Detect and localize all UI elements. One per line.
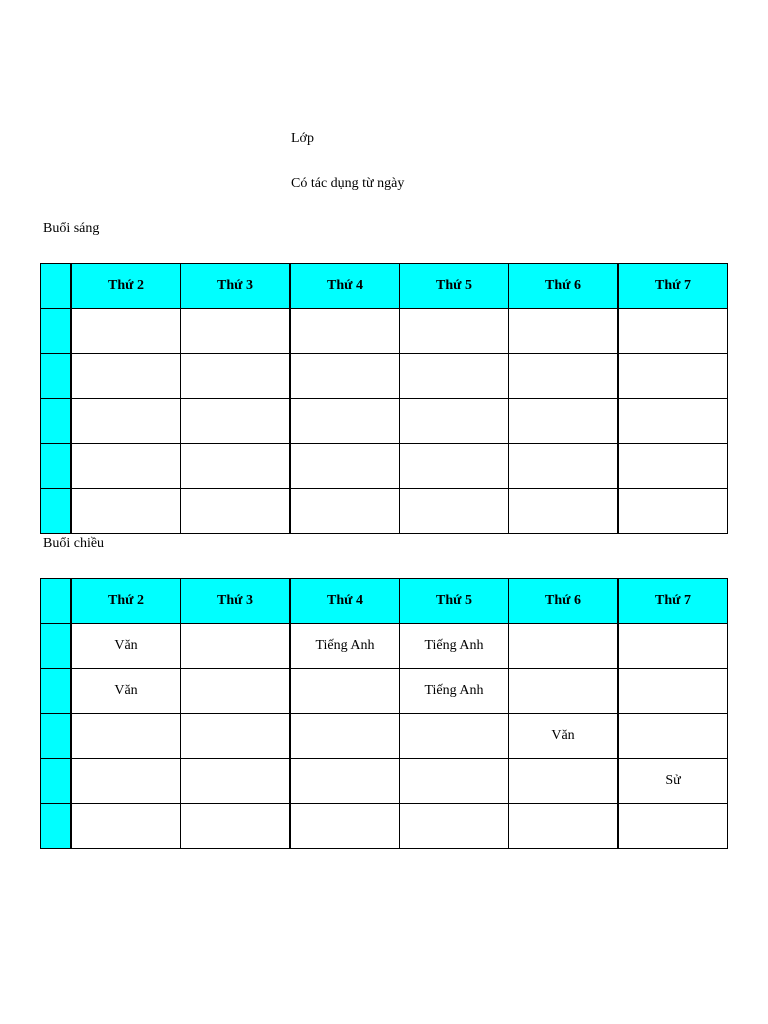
period-index-cell — [41, 489, 72, 534]
subject-cell — [509, 759, 619, 804]
period-index-cell — [41, 309, 72, 354]
subject-cell — [181, 399, 291, 444]
day-header: Thứ 7 — [618, 264, 728, 309]
table-row — [41, 489, 728, 534]
day-header: Thứ 5 — [400, 264, 509, 309]
subject-cell — [618, 624, 728, 669]
day-header: Thứ 3 — [181, 579, 291, 624]
subject-cell — [290, 309, 400, 354]
subject-cell — [290, 669, 400, 714]
subject-cell: Văn — [71, 624, 181, 669]
subject-cell — [181, 489, 291, 534]
subject-cell — [400, 309, 509, 354]
subject-cell — [181, 669, 291, 714]
subject-cell — [181, 714, 291, 759]
subject-cell: Văn — [509, 714, 619, 759]
table-row — [41, 354, 728, 399]
subject-cell — [509, 444, 619, 489]
subject-cell — [290, 714, 400, 759]
subject-cell — [618, 489, 728, 534]
subject-cell — [509, 804, 619, 849]
period-index-cell — [41, 714, 72, 759]
period-index-cell — [41, 759, 72, 804]
morning-section-label: Buổi sáng — [43, 221, 100, 236]
subject-cell — [71, 354, 181, 399]
subject-cell — [400, 759, 509, 804]
subject-cell — [509, 489, 619, 534]
subject-cell — [618, 714, 728, 759]
subject-cell — [290, 759, 400, 804]
subject-cell — [618, 669, 728, 714]
table-row — [41, 309, 728, 354]
subject-cell — [618, 354, 728, 399]
subject-cell — [181, 354, 291, 399]
subject-cell — [400, 399, 509, 444]
subject-cell — [618, 399, 728, 444]
period-index-cell — [41, 624, 72, 669]
day-header: Thứ 3 — [181, 264, 291, 309]
class-label: Lớp — [291, 131, 314, 146]
subject-cell — [290, 354, 400, 399]
subject-cell — [71, 489, 181, 534]
day-header: Thứ 5 — [400, 579, 509, 624]
table-row — [41, 804, 728, 849]
effective-date-label: Có tác dụng từ ngày — [291, 176, 405, 191]
header-row — [41, 264, 728, 309]
subject-cell — [71, 444, 181, 489]
day-header: Thứ 2 — [71, 579, 181, 624]
subject-cell — [71, 804, 181, 849]
subject-cell — [509, 669, 619, 714]
table-row — [41, 669, 728, 714]
period-index-cell — [41, 354, 72, 399]
subject-cell — [400, 444, 509, 489]
subject-cell — [71, 399, 181, 444]
subject-cell — [618, 309, 728, 354]
morning-timetable — [40, 263, 728, 534]
subject-cell — [509, 354, 619, 399]
corner-cell — [41, 264, 72, 309]
day-header: Thứ 7 — [618, 579, 728, 624]
subject-cell — [181, 309, 291, 354]
table-row — [41, 624, 728, 669]
table-row — [41, 444, 728, 489]
subject-cell: Tiếng Anh — [290, 624, 400, 669]
subject-cell: Sử — [618, 759, 728, 804]
subject-cell — [400, 804, 509, 849]
afternoon-timetable — [40, 578, 728, 849]
subject-cell: Tiếng Anh — [400, 624, 509, 669]
day-header: Thứ 4 — [290, 579, 400, 624]
day-header: Thứ 2 — [71, 264, 181, 309]
subject-cell — [71, 759, 181, 804]
day-header: Thứ 6 — [509, 579, 619, 624]
subject-cell — [400, 489, 509, 534]
subject-cell: Tiếng Anh — [400, 669, 509, 714]
table-row — [41, 399, 728, 444]
afternoon-section-label: Buổi chiều — [43, 536, 105, 551]
subject-cell — [290, 489, 400, 534]
subject-cell — [181, 804, 291, 849]
period-index-cell — [41, 399, 72, 444]
table-row — [41, 714, 728, 759]
subject-cell — [181, 444, 291, 489]
morning-timetable-body — [41, 264, 728, 534]
day-header: Thứ 4 — [290, 264, 400, 309]
subject-cell — [181, 759, 291, 804]
day-header: Thứ 6 — [509, 264, 619, 309]
header-row — [41, 579, 728, 624]
subject-cell — [618, 804, 728, 849]
table-row — [41, 759, 728, 804]
subject-cell — [71, 309, 181, 354]
corner-cell — [41, 579, 72, 624]
subject-cell — [290, 399, 400, 444]
subject-cell — [618, 444, 728, 489]
subject-cell — [181, 624, 291, 669]
period-index-cell — [41, 669, 72, 714]
subject-cell — [290, 804, 400, 849]
subject-cell — [290, 444, 400, 489]
subject-cell — [400, 354, 509, 399]
subject-cell — [509, 309, 619, 354]
period-index-cell — [41, 804, 72, 849]
afternoon-timetable-body — [41, 579, 728, 849]
subject-cell: Văn — [71, 669, 181, 714]
subject-cell — [509, 624, 619, 669]
subject-cell — [71, 714, 181, 759]
subject-cell — [400, 714, 509, 759]
period-index-cell — [41, 444, 72, 489]
subject-cell — [509, 399, 619, 444]
